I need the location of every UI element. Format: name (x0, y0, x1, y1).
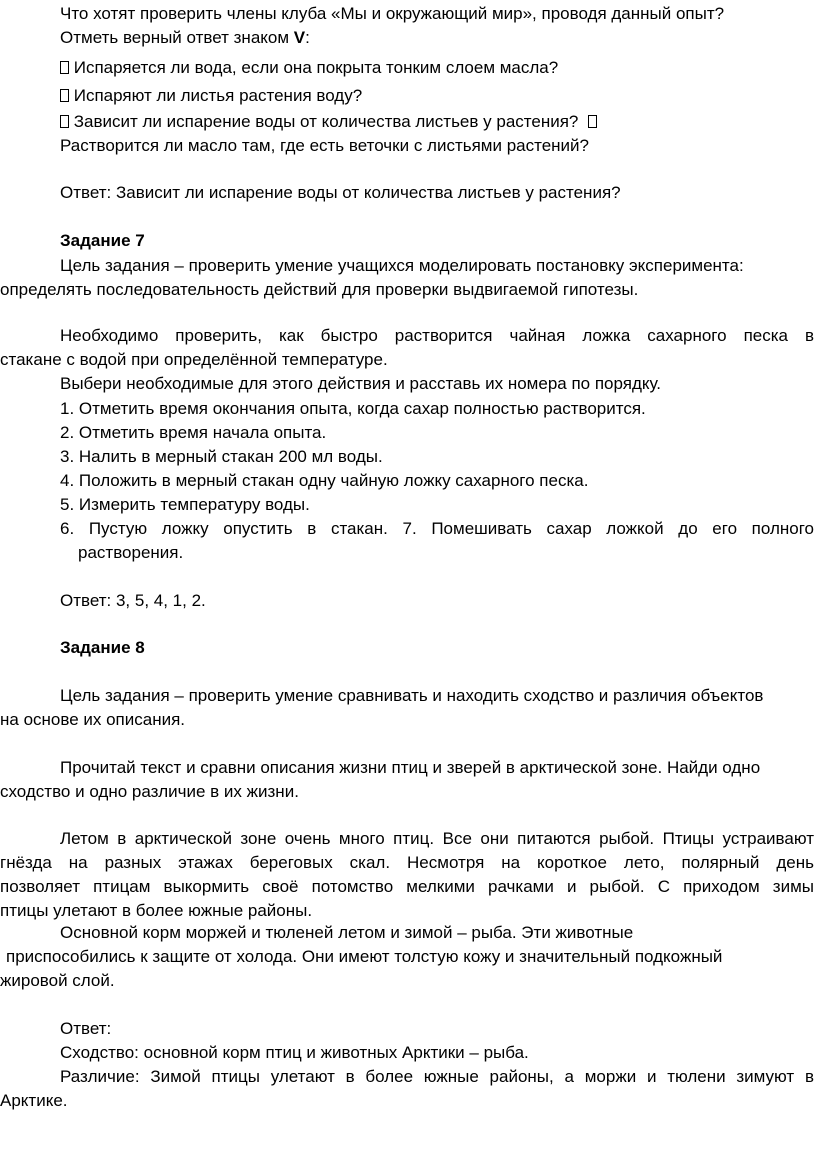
step-6-line1: 6. Пустую ложку опустить в стакан. 7. Помешивать сахар ложкой до его полного (60, 519, 814, 538)
option-3 (60, 110, 597, 134)
step-item: 4. Положить в мерный стакан одну чайную ложку сахарного песка. (60, 471, 589, 490)
option-3-text: Зависит ли испарение воды от количества листьев у растения? (73, 112, 579, 131)
text-p2-line1: Основной корм моржей и тюленей летом и зимой – рыба. Эти животные (60, 923, 634, 942)
instruction-colon: : (305, 28, 310, 47)
checkbox-icon (588, 115, 597, 128)
option-4: Растворится ли масло там, где есть веточки с листьями растений? (60, 136, 590, 155)
text-p1-line4: птицы улетают в более южные районы. (0, 901, 313, 920)
task-8-read-line1: Прочитай текст и сравни описания жизни птиц и зверей в арктической зоне. Найди одно (60, 758, 761, 777)
option-2 (60, 84, 362, 108)
checkbox-icon (60, 61, 69, 74)
answer-difference-line2: Арктике. (0, 1091, 68, 1110)
instruction-text: Отметь верный ответ знаком (60, 28, 294, 47)
intro-instruction (60, 26, 310, 50)
task-8-read-line2: сходство и одно различие в их жизни. (0, 782, 299, 801)
text-p1-line1: Летом в арктической зоне очень много птиц. Все они питаются рыбой. Птицы устраивают (60, 829, 814, 848)
checkbox-icon (60, 89, 69, 102)
answer-task-8-label: Ответ: (60, 1019, 112, 1038)
step-item: 5. Измерить температуру воды. (60, 495, 310, 514)
text-p1-line2: гнёзда на разных этажах береговых скал. Несмотря на короткое лето, полярный день (0, 853, 814, 872)
answer-task-7: Ответ: 3, 5, 4, 1, 2. (60, 591, 206, 610)
task-7-need-line1: Необходимо проверить, как быстро растворится чайная ложка сахарного песка в (60, 326, 814, 345)
option-1 (60, 56, 558, 80)
text-p2-line2: приспособились к защите от холода. Они имеют толстую кожу и значительный подкожный (6, 947, 723, 966)
task-7-title: Задание 7 (60, 231, 145, 250)
answer-difference-line1: Различие: Зимой птицы улетают в более южные районы, а моржи и тюлени зимуют в (60, 1067, 814, 1086)
answer-similarity: Сходство: основной корм птиц и животных Арктики – рыба. (60, 1043, 529, 1062)
step-item: 3. Налить в мерный стакан 200 мл воды. (60, 447, 383, 466)
task-7-need-line2: стакане с водой при определённой температуре. (0, 350, 388, 369)
task-8-goal-line1: Цель задания – проверить умение сравнивать и находить сходство и различия объектов (60, 686, 764, 705)
option-2-text: Испаряют ли листья растения воду? (73, 86, 363, 105)
check-mark-symbol: V (293, 28, 306, 47)
step-item: 2. Отметить время начала опыта. (60, 423, 327, 442)
answer-task-6: Ответ: Зависит ли испарение воды от количества листьев у растения? (60, 183, 621, 202)
task-8-goal-line2: на основе их описания. (0, 710, 186, 729)
checkbox-icon (60, 115, 69, 128)
task-7-goal-line1: Цель задания – проверить умение учащихся моделировать постановку эксперимента: (60, 256, 744, 275)
step-item: 1. Отметить время окончания опыта, когда сахар полностью растворится. (60, 399, 646, 418)
intro-question: Что хотят проверить члены клуба «Мы и окружающий мир», проводя данный опыт? (60, 4, 725, 23)
task-8-title: Задание 8 (60, 638, 145, 657)
task-7-choose: Выбери необходимые для этого действия и расставь их номера по порядку. (60, 374, 662, 393)
step-6-line2: растворения. (78, 543, 184, 562)
text-p2-line3: жировой слой. (0, 971, 115, 990)
text-p1-line3: позволяет птицам выкормить своё потомство мелкими рачками и рыбой. С приходом зимы (0, 877, 814, 896)
option-1-text: Испаряется ли вода, если она покрыта тонким слоем масла? (73, 58, 559, 77)
task-7-goal-line2: определять последовательность действий для проверки выдвигаемой гипотезы. (0, 280, 639, 299)
